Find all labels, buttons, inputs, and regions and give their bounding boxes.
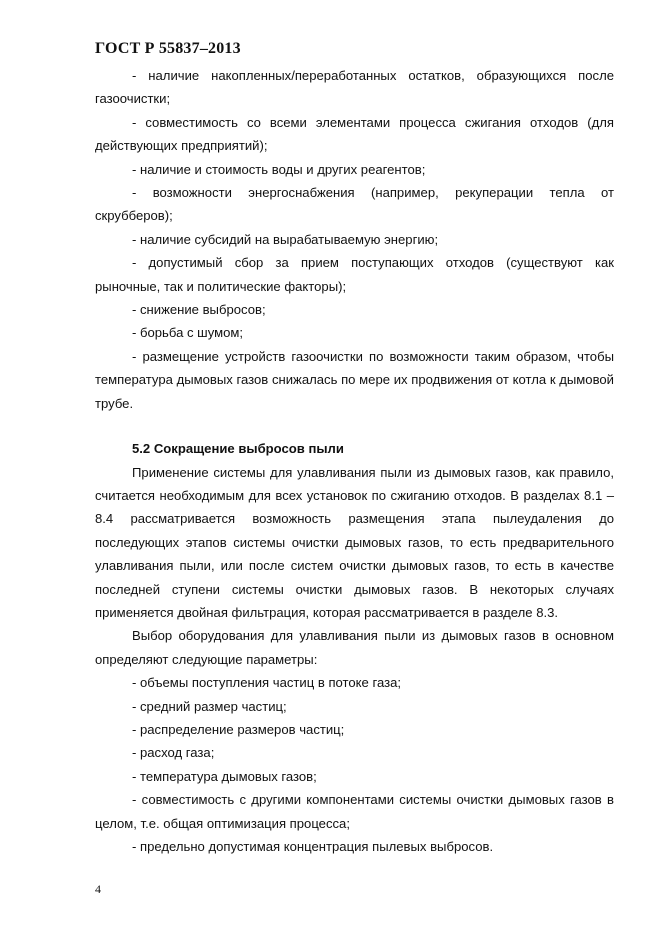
page-number: 4 (95, 882, 101, 896)
list-item: - температура дымовых газов; (132, 768, 317, 784)
list-item: - распределение размеров частиц; (132, 721, 345, 737)
list-item: - борьба с шумом; (132, 325, 244, 341)
list-item: - средний размер частиц; (132, 698, 287, 714)
section-paragraph: Выбор оборудования для улавливания пыли из дымовых газов в основном определяют следующие параметры: (95, 628, 614, 667)
list-item: - наличие накопленных/переработанных остатков, образующихся после газоочистки; (95, 68, 614, 107)
list-item: - размещение устройств газоочистки по возможности таким образом, чтобы температура дымовых газов снижалась по мере их продвижения от котла к дымовой трубе. (95, 348, 614, 411)
section-paragraph: Применение системы для улавливания пыли из дымовых газов, как правило, считается необходимым для всех установок по сжиганию отходов. В разделах 8.1 – 8.4 рассматривается возможность размещения этапа пылеудаления до последующих этапов системы очистки дымовых газов, то есть предварительного улавливания пыли, или после систем очистки дымовых газов, то есть в качестве последней ступени системы очистки дымовых газов. В некоторых случаях применяется двойная фильтрация, которая рассматривается в разделе 8.3. (95, 464, 614, 620)
list-item: - возможности энергоснабжения (например, рекуперации тепла от скрубберов); (95, 185, 614, 224)
list-item: - объемы поступления частиц в потоке газа; (132, 675, 402, 691)
list-item: - наличие и стоимость воды и других реагентов; (132, 161, 426, 177)
list-item: - предельно допустимая концентрация пылевых выбросов. (132, 839, 494, 854)
list-item: - снижение выбросов; (132, 302, 266, 318)
section-heading: 5.2 Сокращение выбросов пыли (132, 441, 344, 457)
list-item: - совместимость с другими компонентами системы очистки дымовых газов в целом, т.е. общая оптимизация процесса; (95, 792, 614, 831)
list-item: - расход газа; (132, 745, 215, 761)
page-content (95, 64, 614, 858)
list-item: - совместимость со всеми элементами процесса сжигания отходов (для действующих предприятий); (95, 114, 614, 154)
document-header: ГОСТ Р 55837–2013 (95, 40, 241, 57)
list-item: - наличие субсидий на вырабатываемую энергию; (132, 231, 439, 247)
list-item: - допустимый сбор за прием поступающих отходов (существуют как рыночные, так и политические факторы); (95, 255, 614, 294)
